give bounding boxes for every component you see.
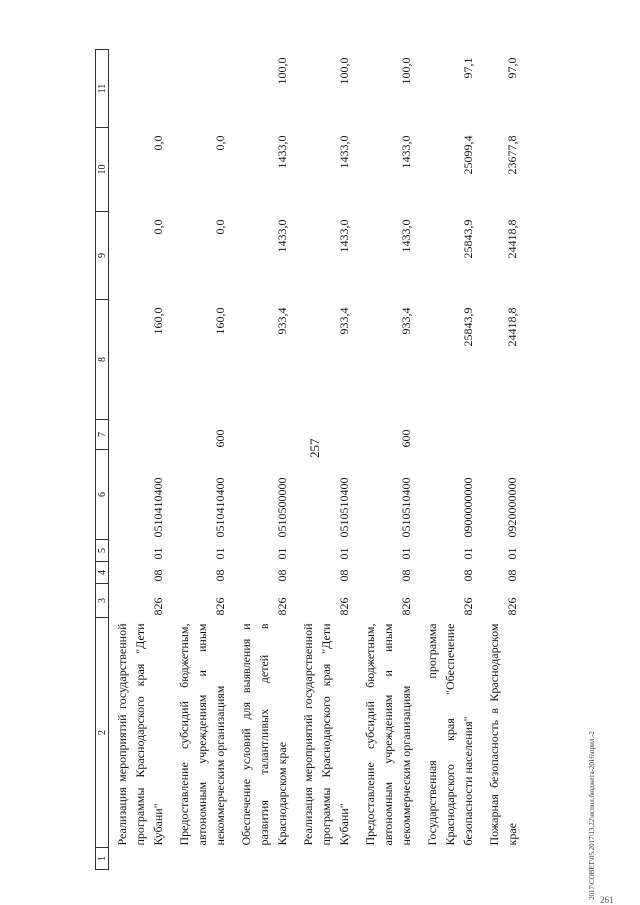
- col-9: 0,0: [151, 219, 165, 235]
- col-6: 0920000000: [505, 477, 519, 538]
- col-9: 1433,0: [275, 219, 289, 253]
- col-7: [481, 420, 525, 450]
- corner-mark: 261: [600, 895, 614, 905]
- col-8: 933,4: [337, 307, 351, 335]
- col-11: 100,0: [337, 57, 351, 85]
- row-name: Предоставление субсидий бюджетным, автономным учреждениям и иным некоммерческим организациям: [177, 623, 227, 846]
- footer-path: 2017\СОВЕТ\05.2017\13.22\испол.бюджета-2016\прил.-2: [588, 731, 596, 900]
- page-number: 257: [307, 438, 322, 458]
- col-7: [295, 420, 357, 450]
- col-11: 100,0: [399, 57, 413, 85]
- col-9: 1433,0: [399, 219, 413, 253]
- row-name: Предоставление субсидий бюджетным, автономным учреждениям и иным некоммерческим организациям: [363, 623, 413, 846]
- col-3: 826: [213, 597, 227, 616]
- column-header: 7: [96, 420, 109, 450]
- col-8: 160,0: [213, 307, 227, 335]
- table-row: [357, 50, 419, 870]
- column-header: 2: [96, 618, 109, 848]
- col-4: 08: [151, 569, 165, 582]
- col-3: 826: [337, 597, 351, 616]
- table-row: [109, 50, 172, 870]
- column-header: 10: [96, 128, 109, 212]
- col-3: 826: [275, 597, 289, 616]
- col-6: 0900000000: [461, 477, 475, 538]
- empty-cell: [171, 848, 233, 870]
- col-8: 933,4: [275, 307, 289, 335]
- empty-cell: [109, 848, 172, 870]
- col-6: 0510510400: [399, 477, 413, 538]
- col-4: 08: [505, 569, 519, 582]
- empty-cell: [295, 848, 357, 870]
- col-3: 826: [505, 597, 519, 616]
- col-8: 933,4: [399, 307, 413, 335]
- col-11: [171, 50, 233, 128]
- col-4: 08: [461, 569, 475, 582]
- col-4: 08: [213, 569, 227, 582]
- column-header: 11: [96, 50, 109, 128]
- col-5: 01: [213, 547, 227, 560]
- col-11: [109, 50, 172, 128]
- col-8: 24418,8: [505, 307, 519, 347]
- budget-table: [95, 49, 525, 870]
- empty-cell: [481, 848, 525, 870]
- row-name: Пожарная безопасность в Краснодарском крае: [487, 623, 519, 846]
- col-8: 25843,9: [461, 307, 475, 347]
- column-header: 6: [96, 450, 109, 540]
- col-11: 97,1: [461, 57, 475, 79]
- table-row: [419, 50, 481, 870]
- column-header: 8: [96, 300, 109, 420]
- col-4: 08: [275, 569, 289, 582]
- col-5: 01: [461, 547, 475, 560]
- row-name: Реализация мероприятий государственной программы Краснодарского края "Дети Кубани": [301, 623, 351, 846]
- col-7: 600: [399, 429, 413, 448]
- col-11: 100,0: [275, 57, 289, 85]
- col-10: 25099,4: [461, 135, 475, 175]
- col-10: 1433,0: [337, 135, 351, 169]
- empty-cell: [233, 848, 295, 870]
- col-9: 1433,0: [337, 219, 351, 253]
- row-name: Обеспечение условий для выявления и развития талантливых детей в Краснодарском крае: [239, 623, 289, 846]
- col-3: 826: [461, 597, 475, 616]
- col-7: [233, 420, 295, 450]
- table-row: [295, 50, 357, 870]
- col-10: 1433,0: [399, 135, 413, 169]
- table-row: [233, 50, 295, 870]
- col-5: 01: [337, 547, 351, 560]
- table-body: [109, 50, 526, 870]
- col-4: 08: [337, 569, 351, 582]
- row-name: Реализация мероприятий государственной программы Краснодарского края "Дети Кубани": [115, 623, 165, 846]
- column-header: 9: [96, 212, 109, 300]
- col-8: 160,0: [151, 307, 165, 335]
- col-6: 0510410400: [213, 477, 227, 538]
- empty-cell: [419, 848, 481, 870]
- col-4: 08: [399, 569, 413, 582]
- column-header: 4: [96, 562, 109, 584]
- col-10: 23677,8: [505, 135, 519, 175]
- row-name: Государственная программа Краснодарского края "Обеспечение безопасности населения": [425, 623, 475, 846]
- table-row: [171, 50, 233, 870]
- col-5: 01: [151, 547, 165, 560]
- column-header: 1: [96, 848, 109, 870]
- col-9: 0,0: [213, 219, 227, 235]
- col-3: 826: [399, 597, 413, 616]
- col-3: 826: [151, 597, 165, 616]
- col-5: 01: [505, 547, 519, 560]
- col-9: 25843,9: [461, 219, 475, 259]
- col-10: 0,0: [213, 135, 227, 151]
- col-7: [109, 420, 172, 450]
- col-6: 0510410400: [151, 477, 165, 538]
- column-header: 3: [96, 584, 109, 618]
- col-9: 24418,8: [505, 219, 519, 259]
- col-10: 1433,0: [275, 135, 289, 169]
- col-11: 97,0: [505, 57, 519, 79]
- col-5: 01: [399, 547, 413, 560]
- col-10: 0,0: [151, 135, 165, 151]
- table-row: [481, 50, 525, 870]
- header-row: [96, 50, 109, 870]
- col-6: 0510510400: [337, 477, 351, 538]
- empty-cell: [357, 848, 419, 870]
- col-6: 0510500000: [275, 477, 289, 538]
- column-header: 5: [96, 540, 109, 562]
- col-7: [419, 420, 481, 450]
- budget-table-container: [95, 50, 625, 870]
- col-7: 600: [213, 429, 227, 448]
- col-5: 01: [275, 547, 289, 560]
